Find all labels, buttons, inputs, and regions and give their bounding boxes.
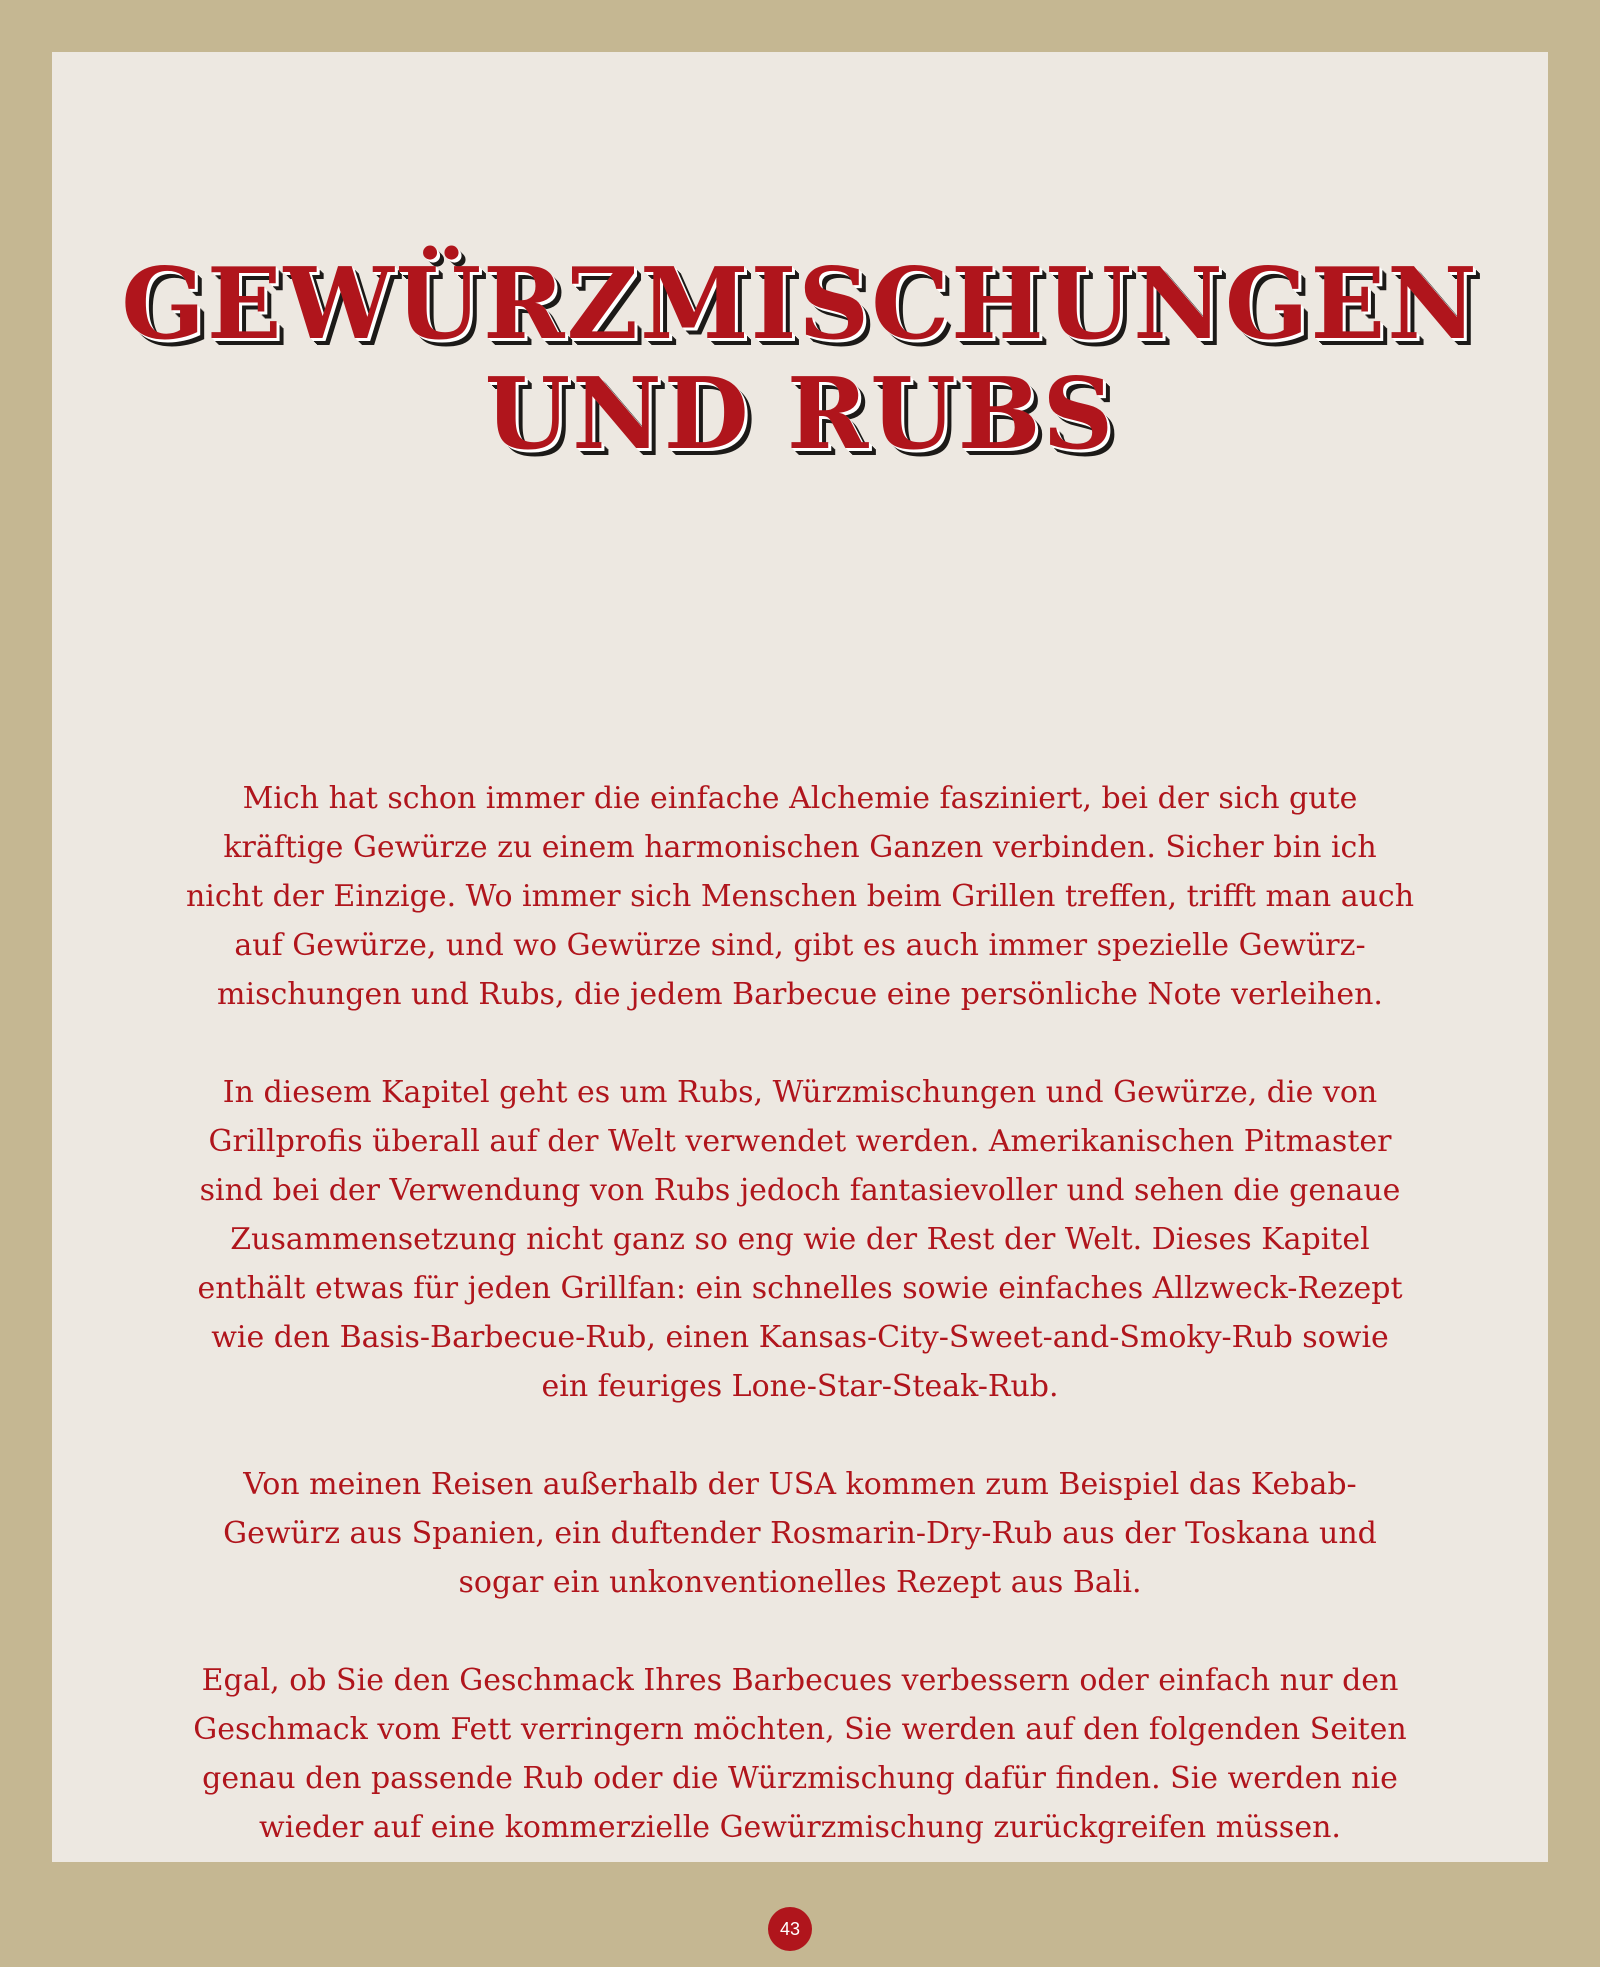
text-line: auf Gewürze, und wo Gewürze sind, gibt es auch immer spezielle Gewürz- (234, 928, 1366, 963)
text-line: Mich hat schon immer die einfache Alchemie fasziniert, bei der sich gute (242, 781, 1358, 816)
text-line: Grillprofis überall auf der Welt verwendet werden. Amerikanischen Pitmaster (208, 1124, 1392, 1159)
text-line: Gewürz aus Spanien, ein duftender Rosmarin-Dry-Rub aus der Toskana und (223, 1516, 1377, 1551)
paragraph-3 (52, 1460, 1548, 1607)
paragraph-2 (52, 1068, 1548, 1411)
text-line: enthält etwas für jeden Grillfan: ein schnelles sowie einfaches Allzweck-Rezept (197, 1271, 1403, 1306)
text-line: wie den Basis-Barbecue-Rub, einen Kansas-City-Sweet-and-Smoky-Rub sowie (211, 1320, 1389, 1355)
page-panel (52, 52, 1548, 1862)
chapter-title-line-2: UND RUBS (484, 356, 1116, 472)
chapter-title-line-1: GEWÜRZMISCHUNGEN (121, 247, 1479, 362)
text-line: nicht der Einzige. Wo immer sich Menschen beim Grillen treffen, trifft man auch (185, 879, 1415, 914)
text-line: Geschmack vom Fett verringern möchten, Sie werden auf den folgenden Seiten (193, 1712, 1407, 1747)
text-line: In diesem Kapitel geht es um Rubs, Würzmischungen und Gewürze, die von (222, 1075, 1378, 1110)
text-line: sind bei der Verwendung von Rubs jedoch fantasievoller und sehen die genaue (199, 1173, 1401, 1208)
page-number-badge: 43 (768, 1907, 812, 1951)
text-line: kräftige Gewürze zu einem harmonischen Ganzen verbinden. Sicher bin ich (223, 830, 1377, 865)
text-line: Von meinen Reisen außerhalb der USA kommen zum Beispiel das Kebab- (243, 1467, 1357, 1502)
text-line: ein feuriges Lone-Star-Steak-Rub. (541, 1369, 1059, 1404)
chapter-title (52, 247, 1548, 472)
text-line: wieder auf eine kommerzielle Gewürzmischung zurückgreifen müssen. (259, 1810, 1341, 1845)
text-line: Egal, ob Sie den Geschmack Ihres Barbecues verbessern oder einfach nur den (201, 1663, 1399, 1698)
text-line: Zusammensetzung nicht ganz so eng wie der Rest der Welt. Dieses Kapitel (230, 1222, 1370, 1257)
text-line: sogar ein unkonventionelles Rezept aus Bali. (458, 1565, 1142, 1600)
text-line: genau den passende Rub oder die Würzmischung dafür finden. Sie werden nie (202, 1761, 1398, 1796)
paragraph-1 (52, 774, 1548, 1019)
paragraph-4 (52, 1656, 1548, 1852)
text-line: mischungen und Rubs, die jedem Barbecue eine persönliche Note verleihen. (217, 977, 1383, 1012)
intro-text (52, 774, 1548, 1901)
